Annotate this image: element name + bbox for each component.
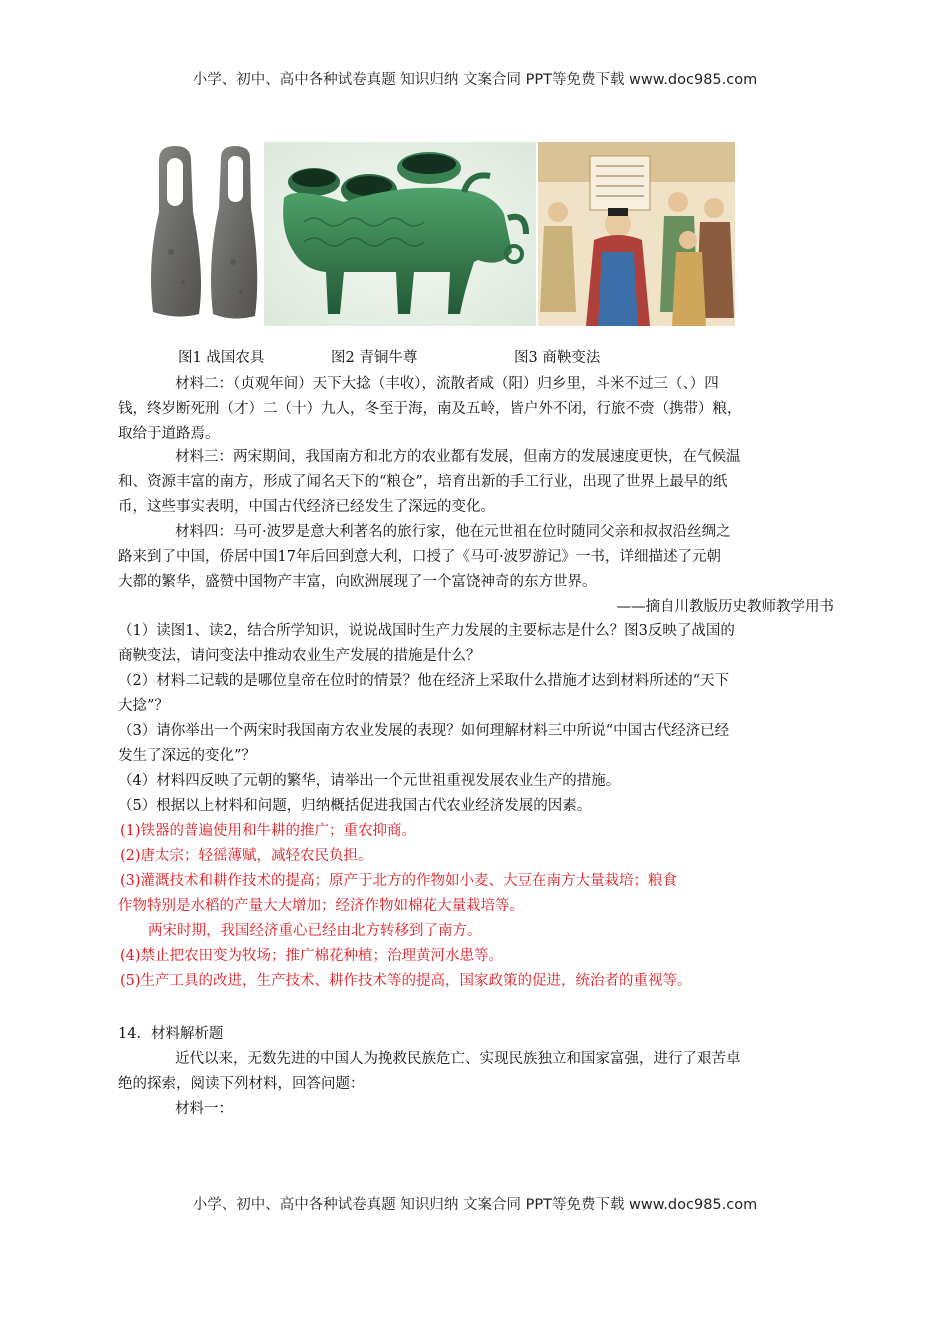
question-3: （3）请你举出一个两宋时我国南方农业发展的表现？如何理解材料三中所说“中国古代经济已经 <box>118 723 730 739</box>
material-2-line: 材料二：（贞观年间）天下大捻（丰收），流散者咸（阳）归乡里，斗米不过三（、）四 <box>175 376 719 392</box>
question-2: （2）材料二记载的是哪位皇帝在位时的情景？他在经济上采取什么措施才达到材料所述的“天下 <box>118 673 730 689</box>
question-5: （5）根据以上材料和问题，归纳概括促进我国古代农业经济发展的因素。 <box>118 798 592 814</box>
question-1: （1）读图1、读2，结合所学知识，说说战国时生产力发展的主要标志是什么？图3反映了战国的 <box>118 623 735 639</box>
material-2-line: 钱，终岁断死刑（才）二（十）九人，冬至于海，南及五岭，皆户外不闭，行旅不赍（携带）粮， <box>118 401 742 417</box>
answer-1: (1)铁器的普遍使用和牛耕的推广；重农抑商。 <box>120 823 417 839</box>
answer-3: (3)灌溉技术和耕作技术的提高；原产于北方的作物如小麦、大豆在南方大量栽培；粮食 <box>120 873 678 889</box>
question-3-cont: 发生了深远的变化”？ <box>118 748 256 764</box>
figure-row <box>147 142 735 326</box>
section-14-title: 14．材料解析题 <box>118 1026 224 1042</box>
material-source: ——摘自川教版历史教师教学用书 <box>616 599 834 615</box>
section-14-intro: 近代以来，无数先进的中国人为挽救民族危亡、实现民族独立和国家富强，进行了艰苦卓 <box>175 1051 741 1067</box>
material-3-line: 材料三：两宋期间，我国南方和北方的农业都有发展，但南方的发展速度更快，在气候温 <box>175 449 741 465</box>
answer-2: (2)唐太宗；轻徭薄赋，减轻农民负担。 <box>120 848 373 864</box>
answer-5: (5)生产工具的改进，生产技术、耕作技术等的提高，国家政策的促进，统治者的重视等。 <box>120 973 692 989</box>
caption-figure-3: 图3 商鞅变法 <box>514 350 601 366</box>
answer-3-note: 两宋时期，我国经济重心已经由北方转移到了南方。 <box>148 923 482 939</box>
answer-4: (4)禁止把农田变为牧场；推广棉花种植；治理黄河水患等。 <box>120 948 504 964</box>
question-2-cont: 大捻”？ <box>118 698 169 714</box>
answer-3-cont: 作物特别是水稻的产量大大增加；经济作物如棉花大量栽培等。 <box>118 898 524 914</box>
figure-1-iron-tools <box>147 142 264 326</box>
page-footer: 小学、初中、高中各种试卷真题 知识归纳 文案合同 PPT等免费下载 www.doc985.com <box>192 1197 758 1213</box>
page-header: 小学、初中、高中各种试卷真题 知识归纳 文案合同 PPT等免费下载 www.doc985.com <box>192 72 758 88</box>
question-1-cont: 商鞅变法，请问变法中推动农业生产发展的措施是什么？ <box>118 648 481 664</box>
material-3-line: 和、资源丰富的南方，形成了闻名天下的“粮仓”，培育出新的手工行业，出现了世界上最早的纸 <box>118 474 728 490</box>
material-4-line: 材料四：马可·波罗是意大利著名的旅行家，他在元世祖在位时随同父亲和叔叔沿丝绸之 <box>175 524 731 540</box>
section-14-intro-cont: 绝的探索，阅读下列材料，回答问题： <box>118 1076 365 1092</box>
question-4: （4）材料四反映了元朝的繁华，请举出一个元世祖重视发展农业生产的措施。 <box>118 773 621 789</box>
caption-figure-2: 图2 青铜牛尊 <box>331 350 418 366</box>
section-14-material-1: 材料一： <box>175 1101 233 1117</box>
figure-2-bronze-ox-zun <box>264 142 536 326</box>
material-3-line: 币，这些事实表明，中国古代经济已经发生了深远的变化。 <box>118 499 495 515</box>
material-2-line: 取给于道路焉。 <box>118 426 220 442</box>
caption-figure-1: 图1 战国农具 <box>178 350 265 366</box>
material-4-line: 大都的繁华，盛赞中国物产丰富，向欧洲展现了一个富饶神奇的东方世界。 <box>118 574 597 590</box>
figure-3-shang-yang-reform <box>538 142 735 326</box>
material-4-line: 路来到了中国，侨居中国17年后回到意大利，口授了《马可·波罗游记》一书，详细描述了元朝 <box>118 549 722 565</box>
